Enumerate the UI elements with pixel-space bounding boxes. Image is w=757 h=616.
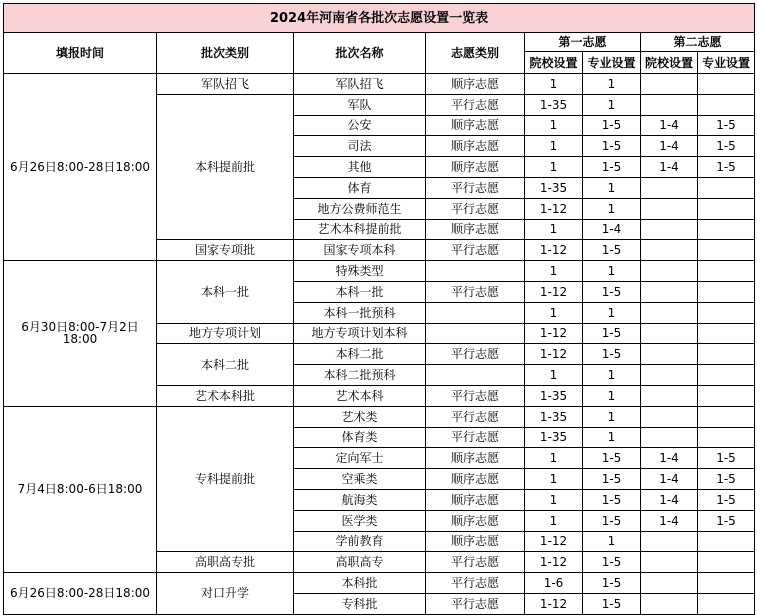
second-school-cell: 1-4	[641, 136, 698, 157]
category-cell: 地方专项计划	[157, 323, 294, 344]
first-school-cell: 1	[525, 219, 583, 240]
first-major-cell: 1-5	[583, 469, 641, 490]
first-school-cell: 1-35	[525, 177, 583, 198]
second-major-cell	[698, 406, 755, 427]
first-school-cell: 1	[525, 157, 583, 178]
second-major-cell	[698, 240, 755, 261]
first-school-cell: 1-12	[525, 281, 583, 302]
second-major-cell: 1-5	[698, 115, 755, 136]
first-major-cell: 1-5	[583, 115, 641, 136]
second-major-cell: 1-5	[698, 510, 755, 531]
batch-name-cell: 地方公费师范生	[294, 198, 426, 219]
header-second-choice: 第二志愿	[641, 33, 755, 52]
second-school-cell: 1-4	[641, 489, 698, 510]
batch-name-cell: 本科一批	[294, 281, 426, 302]
type-cell: 顺序志愿	[426, 510, 525, 531]
second-school-cell	[641, 406, 698, 427]
second-school-cell	[641, 240, 698, 261]
batch-name-cell: 本科二批预科	[294, 365, 426, 386]
second-major-cell	[698, 74, 755, 95]
second-school-cell	[641, 74, 698, 95]
second-major-cell	[698, 344, 755, 365]
second-major-cell	[698, 302, 755, 323]
batch-name-cell: 艺术本科提前批	[294, 219, 426, 240]
header-first-choice: 第一志愿	[525, 33, 641, 52]
first-school-cell: 1-35	[525, 94, 583, 115]
type-cell: 顺序志愿	[426, 136, 525, 157]
first-school-cell: 1	[525, 448, 583, 469]
first-major-cell: 1	[583, 198, 641, 219]
second-major-cell	[698, 531, 755, 552]
first-major-cell: 1	[583, 385, 641, 406]
header-first-school: 院校设置	[525, 52, 583, 74]
type-cell: 顺序志愿	[426, 74, 525, 95]
first-major-cell: 1	[583, 531, 641, 552]
first-school-cell: 1	[525, 365, 583, 386]
first-school-cell: 1-12	[525, 593, 583, 614]
first-major-cell: 1-4	[583, 219, 641, 240]
second-school-cell	[641, 177, 698, 198]
second-school-cell	[641, 302, 698, 323]
second-school-cell	[641, 531, 698, 552]
batch-name-cell: 本科批	[294, 573, 426, 594]
table-body	[4, 74, 755, 615]
second-major-cell	[698, 219, 755, 240]
first-school-cell: 1	[525, 302, 583, 323]
type-cell: 平行志愿	[426, 427, 525, 448]
first-major-cell: 1	[583, 74, 641, 95]
first-school-cell: 1-35	[525, 406, 583, 427]
first-major-cell: 1-5	[583, 552, 641, 573]
batch-name-cell: 本科二批	[294, 344, 426, 365]
first-major-cell: 1-5	[583, 281, 641, 302]
batch-name-cell: 其他	[294, 157, 426, 178]
time-cell: 6月26日8:00-28日18:00	[4, 573, 157, 615]
first-school-cell: 1-12	[525, 323, 583, 344]
type-cell: 平行志愿	[426, 344, 525, 365]
time-cell: 7月4日8:00-6日18:00	[4, 406, 157, 572]
first-school-cell: 1	[525, 469, 583, 490]
second-school-cell	[641, 198, 698, 219]
batch-name-cell: 航海类	[294, 489, 426, 510]
second-school-cell	[641, 94, 698, 115]
second-school-cell: 1-4	[641, 510, 698, 531]
category-cell: 高职高专批	[157, 552, 294, 573]
type-cell: 平行志愿	[426, 385, 525, 406]
first-major-cell: 1-5	[583, 323, 641, 344]
first-major-cell: 1-5	[583, 240, 641, 261]
table-title: 2024年河南省各批次志愿设置一览表	[4, 4, 755, 33]
category-cell: 艺术本科批	[157, 385, 294, 406]
type-cell: 顺序志愿	[426, 469, 525, 490]
type-cell: 顺序志愿	[426, 115, 525, 136]
second-school-cell	[641, 323, 698, 344]
type-cell: 顺序志愿	[426, 448, 525, 469]
header-second-school: 院校设置	[641, 52, 698, 74]
second-major-cell	[698, 177, 755, 198]
second-major-cell	[698, 281, 755, 302]
type-cell: 顺序志愿	[426, 531, 525, 552]
first-school-cell: 1-12	[525, 344, 583, 365]
first-school-cell: 1	[525, 261, 583, 282]
first-major-cell: 1-5	[583, 157, 641, 178]
batch-name-cell: 艺术类	[294, 406, 426, 427]
header-time: 填报时间	[4, 33, 157, 74]
batch-name-cell: 定向军士	[294, 448, 426, 469]
second-school-cell: 1-4	[641, 448, 698, 469]
type-cell: 平行志愿	[426, 593, 525, 614]
second-school-cell	[641, 552, 698, 573]
header-second-major: 专业设置	[698, 52, 755, 74]
second-major-cell	[698, 593, 755, 614]
first-major-cell: 1-5	[583, 136, 641, 157]
category-cell: 对口升学	[157, 573, 294, 615]
type-cell: 平行志愿	[426, 94, 525, 115]
type-cell	[426, 365, 525, 386]
first-school-cell: 1-12	[525, 198, 583, 219]
type-cell: 平行志愿	[426, 406, 525, 427]
second-major-cell: 1-5	[698, 157, 755, 178]
time-cell: 6月26日8:00-28日18:00	[4, 74, 157, 261]
batch-name-cell: 体育类	[294, 427, 426, 448]
first-major-cell: 1-5	[583, 489, 641, 510]
table-row	[4, 406, 755, 427]
header-category: 批次类别	[157, 33, 294, 74]
type-cell: 顺序志愿	[426, 219, 525, 240]
first-school-cell: 1-6	[525, 573, 583, 594]
header-first-major: 专业设置	[583, 52, 641, 74]
category-cell: 国家专项批	[157, 240, 294, 261]
second-school-cell	[641, 219, 698, 240]
table-row	[4, 74, 755, 95]
second-school-cell: 1-4	[641, 157, 698, 178]
second-school-cell	[641, 427, 698, 448]
first-school-cell: 1	[525, 489, 583, 510]
first-school-cell: 1-35	[525, 427, 583, 448]
first-major-cell: 1	[583, 427, 641, 448]
second-major-cell	[698, 427, 755, 448]
type-cell	[426, 323, 525, 344]
second-major-cell	[698, 552, 755, 573]
batch-name-cell: 专科批	[294, 593, 426, 614]
batch-name-cell: 军队招飞	[294, 74, 426, 95]
type-cell: 平行志愿	[426, 281, 525, 302]
second-major-cell	[698, 94, 755, 115]
second-major-cell	[698, 261, 755, 282]
first-major-cell: 1	[583, 365, 641, 386]
header-batch-name: 批次名称	[294, 33, 426, 74]
first-school-cell: 1	[525, 510, 583, 531]
first-major-cell: 1-5	[583, 448, 641, 469]
category-cell: 本科提前批	[157, 94, 294, 240]
first-school-cell: 1	[525, 115, 583, 136]
first-major-cell: 1-5	[583, 344, 641, 365]
first-major-cell: 1-5	[583, 573, 641, 594]
second-school-cell: 1-4	[641, 469, 698, 490]
second-major-cell: 1-5	[698, 136, 755, 157]
category-cell: 本科一批	[157, 261, 294, 323]
second-major-cell: 1-5	[698, 489, 755, 510]
header-type: 志愿类别	[426, 33, 525, 74]
type-cell: 顺序志愿	[426, 157, 525, 178]
batch-name-cell: 学前教育	[294, 531, 426, 552]
batch-name-cell: 医学类	[294, 510, 426, 531]
first-major-cell: 1	[583, 177, 641, 198]
second-school-cell	[641, 365, 698, 386]
first-major-cell: 1	[583, 406, 641, 427]
type-cell: 平行志愿	[426, 240, 525, 261]
first-major-cell: 1	[583, 302, 641, 323]
second-major-cell	[698, 573, 755, 594]
batch-name-cell: 公安	[294, 115, 426, 136]
second-school-cell	[641, 261, 698, 282]
batch-name-cell: 体育	[294, 177, 426, 198]
batch-name-cell: 特殊类型	[294, 261, 426, 282]
second-school-cell	[641, 281, 698, 302]
table-row	[4, 261, 755, 282]
second-major-cell: 1-5	[698, 469, 755, 490]
batch-name-cell: 地方专项计划本科	[294, 323, 426, 344]
table-row	[4, 573, 755, 594]
first-school-cell: 1-12	[525, 240, 583, 261]
type-cell	[426, 261, 525, 282]
second-school-cell	[641, 385, 698, 406]
second-major-cell	[698, 198, 755, 219]
batch-name-cell: 军队	[294, 94, 426, 115]
batch-name-cell: 艺术本科	[294, 385, 426, 406]
first-school-cell: 1	[525, 74, 583, 95]
category-cell: 专科提前批	[157, 406, 294, 552]
batch-name-cell: 司法	[294, 136, 426, 157]
category-cell: 军队招飞	[157, 74, 294, 95]
first-school-cell: 1-12	[525, 552, 583, 573]
second-major-cell	[698, 365, 755, 386]
first-school-cell: 1-12	[525, 531, 583, 552]
first-school-cell: 1	[525, 136, 583, 157]
second-school-cell	[641, 593, 698, 614]
second-school-cell	[641, 344, 698, 365]
category-cell: 本科二批	[157, 344, 294, 386]
batch-name-cell: 本科一批预科	[294, 302, 426, 323]
type-cell: 平行志愿	[426, 573, 525, 594]
volunteer-settings-table	[3, 3, 755, 615]
second-school-cell	[641, 573, 698, 594]
type-cell: 顺序志愿	[426, 489, 525, 510]
batch-name-cell: 高职高专	[294, 552, 426, 573]
type-cell	[426, 302, 525, 323]
second-major-cell	[698, 385, 755, 406]
type-cell: 平行志愿	[426, 177, 525, 198]
first-major-cell: 1-5	[583, 510, 641, 531]
type-cell: 平行志愿	[426, 198, 525, 219]
batch-name-cell: 国家专项本科	[294, 240, 426, 261]
first-major-cell: 1	[583, 94, 641, 115]
batch-name-cell: 空乘类	[294, 469, 426, 490]
first-school-cell: 1-35	[525, 385, 583, 406]
time-cell: 6月30日8:00-7月2日18:00	[4, 261, 157, 407]
type-cell: 平行志愿	[426, 552, 525, 573]
first-major-cell: 1	[583, 261, 641, 282]
second-major-cell	[698, 323, 755, 344]
first-major-cell: 1-5	[583, 593, 641, 614]
second-school-cell: 1-4	[641, 115, 698, 136]
second-major-cell: 1-5	[698, 448, 755, 469]
